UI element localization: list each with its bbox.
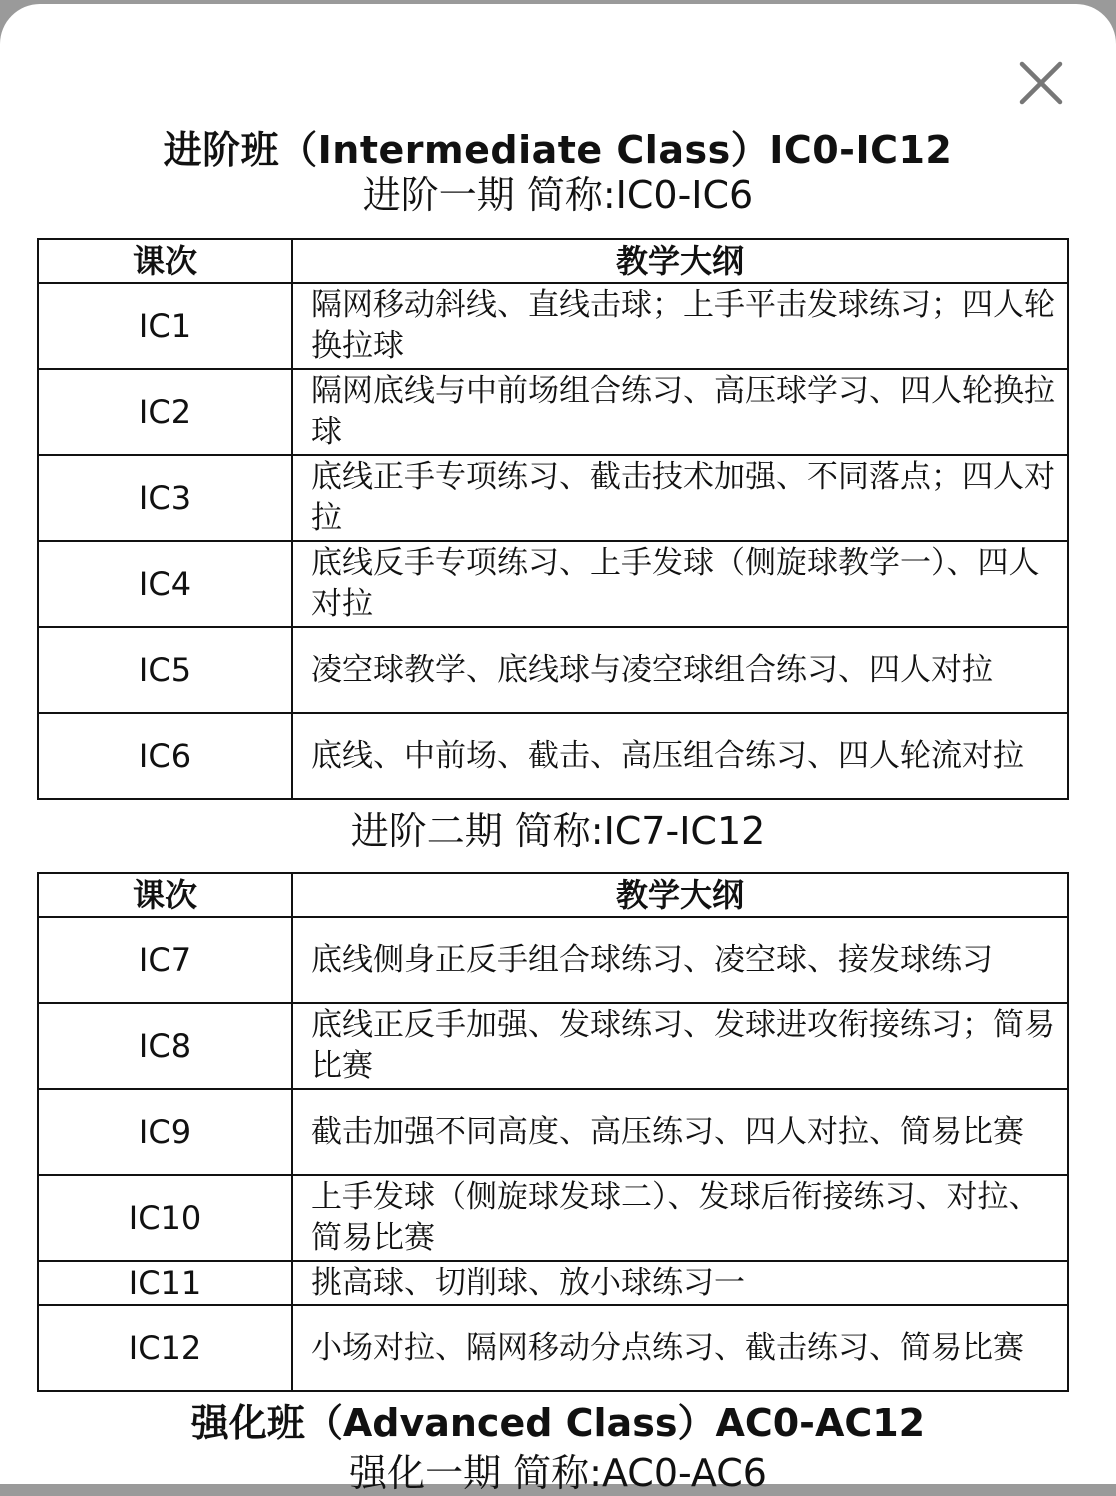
- table-row: [38, 627, 1068, 713]
- lesson-code: IC12: [38, 1305, 292, 1391]
- lesson-code: IC11: [38, 1261, 292, 1305]
- table-row: [38, 541, 1068, 627]
- lesson-code: IC3: [38, 455, 292, 541]
- lesson-code: IC7: [38, 917, 292, 1003]
- header-desc: 教学大纲: [292, 873, 1068, 917]
- syllabus-modal: [0, 4, 1116, 1495]
- lesson-code: IC6: [38, 713, 292, 799]
- lesson-code: IC8: [38, 1003, 292, 1089]
- advanced-period1-title-wrap: [0, 1450, 1116, 1495]
- lesson-code: IC1: [38, 283, 292, 369]
- table-row: [38, 1261, 1068, 1305]
- table-row: [38, 917, 1068, 1003]
- table-row: [38, 1003, 1068, 1089]
- period2-title: 进阶二期 简称:IC7-IC12: [350, 809, 766, 853]
- header-code: 课次: [38, 873, 292, 917]
- period2-table: [37, 872, 1069, 1392]
- lesson-code: IC5: [38, 627, 292, 713]
- close-button[interactable]: [1014, 56, 1068, 110]
- header-code: 课次: [38, 239, 292, 283]
- header-desc: 教学大纲: [292, 239, 1068, 283]
- table-row: [38, 1175, 1068, 1261]
- lesson-code: IC4: [38, 541, 292, 627]
- lesson-desc: 凌空球教学、底线球与凌空球组合练习、四人对拉: [292, 627, 1068, 713]
- lesson-desc: 底线正手专项练习、截击技术加强、不同落点；四人对拉: [292, 455, 1068, 541]
- period1-title: 进阶一期 简称:IC0-IC6: [362, 173, 754, 217]
- intermediate-class-title-wrap: [0, 122, 1116, 170]
- table-row: [38, 713, 1068, 799]
- table-row: [38, 283, 1068, 369]
- lesson-desc: 截击加强不同高度、高压练习、四人对拉、简易比赛: [292, 1089, 1068, 1175]
- lesson-desc: 底线正反手加强、发球练习、发球进攻衔接练习；简易比赛: [292, 1003, 1068, 1089]
- table-row: [38, 369, 1068, 455]
- lesson-desc: 上手发球（侧旋球发球二）、发球后衔接练习、对拉、简易比赛: [292, 1175, 1068, 1261]
- advanced-period1-title: 强化一期 简称:AC0-AC6: [349, 1451, 767, 1495]
- lesson-code: IC10: [38, 1175, 292, 1261]
- lesson-desc: 底线、中前场、截击、高压组合练习、四人轮流对拉: [292, 713, 1068, 799]
- lesson-desc: 小场对拉、隔网移动分点练习、截击练习、简易比赛: [292, 1305, 1068, 1391]
- lesson-code: IC2: [38, 369, 292, 455]
- period1-table: [37, 238, 1069, 800]
- lesson-desc: 隔网底线与中前场组合练习、高压球学习、四人轮换拉球: [292, 369, 1068, 455]
- table-row: [38, 455, 1068, 541]
- lesson-code: IC9: [38, 1089, 292, 1175]
- advanced-class-title: 强化班（Advanced Class）AC0-AC12: [190, 1401, 926, 1445]
- lesson-desc: 底线反手专项练习、上手发球（侧旋球教学一）、四人对拉: [292, 541, 1068, 627]
- lesson-desc: 底线侧身正反手组合球练习、凌空球、接发球练习: [292, 917, 1068, 1003]
- lesson-desc: 挑高球、切削球、放小球练习一: [292, 1261, 1068, 1305]
- intermediate-class-title: 进阶班（Intermediate Class）IC0-IC12: [163, 128, 953, 172]
- close-icon: [1014, 56, 1068, 110]
- lesson-desc: 隔网移动斜线、直线击球；上手平击发球练习；四人轮换拉球: [292, 283, 1068, 369]
- table-row: [38, 1305, 1068, 1391]
- table-row: [38, 1089, 1068, 1175]
